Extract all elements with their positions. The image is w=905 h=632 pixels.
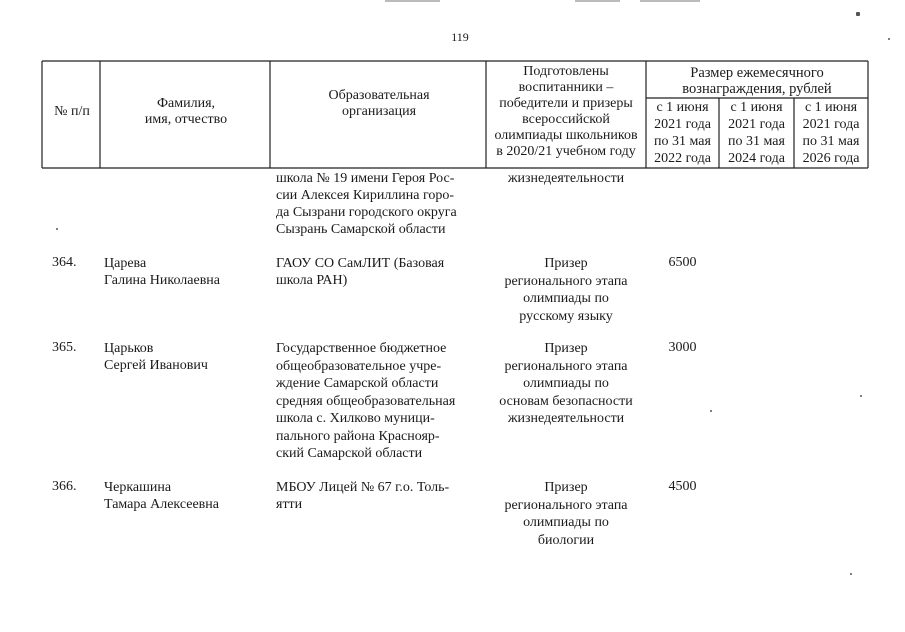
header-name-line: Фамилия,	[156, 96, 216, 111]
name-line: Галина Николаевна	[104, 273, 221, 288]
page-number: 119	[451, 30, 469, 44]
period-line: с 1 июня	[804, 100, 858, 115]
achievement	[486, 255, 646, 325]
award-amount: 4500	[668, 479, 697, 494]
header-period-2022	[646, 99, 719, 167]
scan-speck	[56, 228, 58, 230]
org-line: общеобразовательное учре-	[276, 358, 442, 374]
prepared-line: Призер	[544, 256, 588, 271]
header-org-line: организация	[341, 104, 417, 119]
org-line: МБОУ Лицей № 67 г.о. Толь-	[276, 480, 450, 495]
prepared-line: олимпиады по	[523, 291, 609, 306]
header-prepared-line: в 2020/21 учебном году	[496, 144, 636, 159]
header-prepared-line: Подготовлены	[523, 64, 609, 79]
row-number: 365.	[52, 340, 77, 355]
prepared-line: основам безопасности	[499, 393, 633, 409]
prepared-line: жизнедеятельности	[507, 171, 625, 186]
period-line: с 1 июня	[656, 100, 709, 115]
header-award-line: Размер ежемесячного	[690, 65, 824, 81]
org-line: ский Самарской области	[276, 446, 423, 461]
person-name	[104, 255, 270, 289]
org-line: школа РАН)	[276, 273, 348, 288]
org-line: сии Алексея Кириллина горо-	[276, 188, 455, 203]
scan-speck	[856, 12, 860, 16]
prepared-line: русскому языку	[519, 308, 613, 324]
period-line: 2024 года	[728, 151, 785, 166]
header-period-2024	[719, 99, 794, 167]
period-line: по 31 мая	[802, 134, 860, 149]
header-num-col: № п/п	[54, 104, 90, 119]
organization	[276, 340, 478, 463]
org-line: ждение Самарской области	[276, 376, 439, 391]
prepared-line: олимпиады по	[523, 376, 609, 391]
scan-speck	[860, 395, 862, 397]
org-line: школа с. Хилково муници-	[276, 411, 435, 426]
organization	[276, 479, 478, 513]
org-line: Государственное бюджетное	[276, 341, 447, 356]
name-line: Царьков	[104, 341, 154, 356]
header-prepared-line: всероссийской	[522, 112, 610, 127]
org-line: средняя общеобразовательная	[276, 393, 456, 409]
achievement	[486, 340, 646, 428]
scan-speck	[888, 38, 890, 40]
name-line: Царева	[104, 256, 147, 271]
header-prepared-line: олимпиады школьников	[494, 128, 638, 143]
period-line: 2022 года	[654, 151, 711, 166]
org-line: да Сызрани городского округа	[276, 205, 457, 220]
header-name-line: имя, отчество	[144, 112, 228, 127]
name-line: Тамара Алексеевна	[104, 497, 220, 512]
prepared-line: олимпиады по	[523, 515, 609, 530]
prepared-line: регионального этапа	[504, 358, 628, 374]
award-amount: 3000	[668, 340, 697, 355]
header-org-col	[272, 88, 486, 120]
continued-org-cell	[276, 170, 486, 238]
row-number: 364.	[52, 255, 77, 270]
organization	[276, 255, 478, 289]
row-number: 366.	[52, 479, 77, 494]
period-line: 2021 года	[654, 117, 711, 132]
period-line: 2021 года	[728, 117, 785, 132]
header-org-line: Образовательная	[328, 88, 430, 103]
prepared-line: биологии	[537, 532, 595, 548]
continued-prepared-cell	[486, 170, 646, 187]
org-line: пального района Краснояр-	[276, 428, 440, 444]
period-line: 2021 года	[802, 117, 860, 132]
person-name	[104, 479, 270, 513]
prepared-line: регионального этапа	[504, 497, 628, 513]
period-line: 2026 года	[802, 151, 860, 166]
scan-speck	[710, 410, 712, 412]
org-line: ГАОУ СО СамЛИТ (Базовая	[276, 256, 445, 271]
header-award-col	[646, 65, 868, 97]
scan-speck	[850, 573, 852, 575]
org-line: ятти	[276, 497, 303, 512]
header-name-col	[102, 96, 270, 128]
header-period-2026	[794, 99, 868, 167]
period-line: с 1 июня	[730, 100, 783, 115]
header-award-line: вознаграждения, рублей	[682, 81, 832, 97]
achievement	[486, 479, 646, 549]
award-amount: 6500	[668, 255, 697, 270]
org-line: Сызрань Самарской области	[276, 222, 446, 237]
prepared-line: регионального этапа	[504, 273, 628, 289]
prepared-line: Призер	[544, 480, 588, 495]
person-name	[104, 340, 270, 374]
prepared-line: жизнедеятельности	[507, 411, 625, 426]
name-line: Сергей Иванович	[104, 358, 208, 373]
header-prepared-line: воспитанники –	[518, 80, 614, 95]
header-prepared-col	[486, 64, 646, 160]
period-line: по 31 мая	[654, 134, 711, 149]
prepared-line: Призер	[544, 341, 588, 356]
name-line: Черкашина	[104, 480, 172, 495]
org-line: школа № 19 имени Героя Рос-	[276, 171, 455, 186]
period-line: по 31 мая	[728, 134, 785, 149]
header-prepared-line: победители и призеры	[499, 96, 633, 111]
